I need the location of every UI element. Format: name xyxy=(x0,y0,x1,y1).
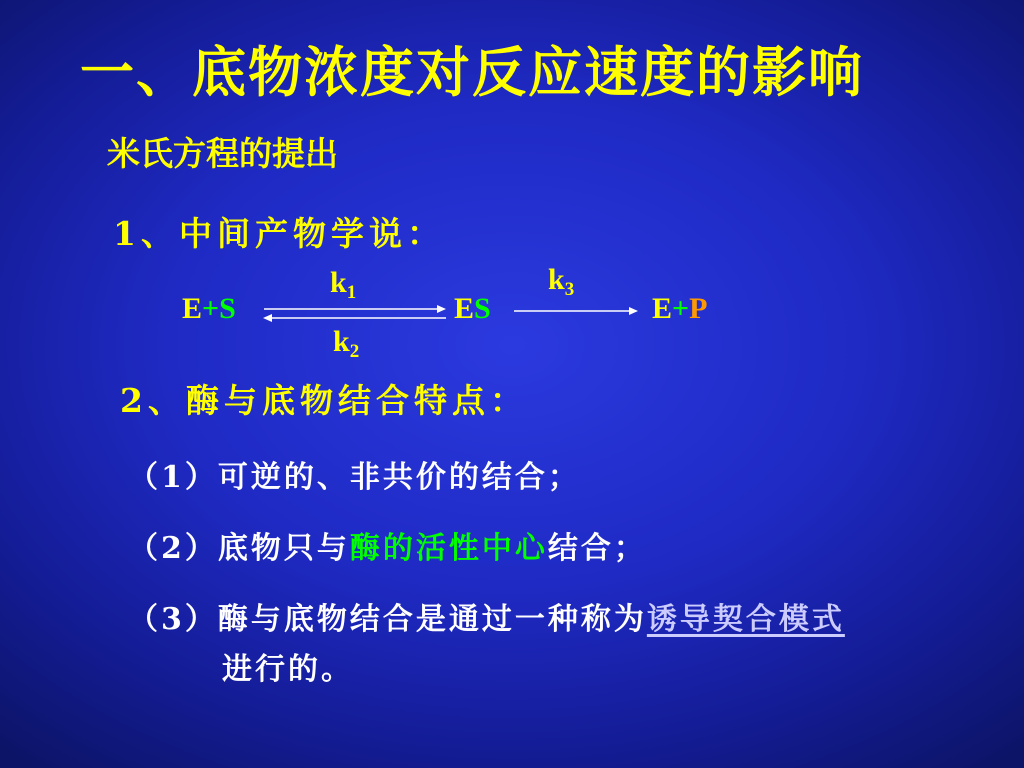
plus-sign: + xyxy=(202,292,220,325)
item2-suffix: 结合； xyxy=(547,531,647,566)
section1-heading: 1、中间产物学说： xyxy=(113,214,445,253)
feature-item-3 xyxy=(128,594,845,638)
product-e: E xyxy=(652,292,673,325)
feature-item-3-continued: 进行的。 xyxy=(222,652,354,687)
reactant-s: S xyxy=(219,292,236,325)
enzyme-substrate-complex xyxy=(454,292,491,326)
slide-subtitle: 米氏方程的提出 xyxy=(107,134,338,173)
item3-prefix: （3）酶与底物结合是通过一种称为 xyxy=(128,602,647,637)
rate-constant-k2: $k_2$ xyxy=(333,325,360,362)
active-site-highlight: 酶的活性中心 xyxy=(349,531,548,566)
feature-item-1: （1）可逆的、非共价的结合； xyxy=(128,460,581,495)
reactants xyxy=(182,292,236,326)
complex-e: E xyxy=(454,292,475,325)
equilibrium-arrows xyxy=(260,302,450,326)
rate-constant-k1: $k_1$ xyxy=(330,266,357,303)
reactant-e: E xyxy=(182,292,203,325)
plus-sign-2: + xyxy=(672,292,690,325)
complex-s: S xyxy=(474,292,491,325)
products xyxy=(652,292,707,326)
rate-constant-k3: $k_3$ xyxy=(548,263,575,300)
slide-title: 一、底物浓度对反应速度的影响 xyxy=(80,41,864,104)
item2-prefix: （2）底物只与 xyxy=(128,531,350,566)
product-p: P xyxy=(689,292,708,325)
forward-arrow xyxy=(512,304,642,318)
feature-item-2 xyxy=(128,523,647,567)
section2-heading: 2、酶与底物结合特点： xyxy=(120,381,528,420)
induced-fit-link[interactable]: 诱导契合模式 xyxy=(646,602,845,637)
